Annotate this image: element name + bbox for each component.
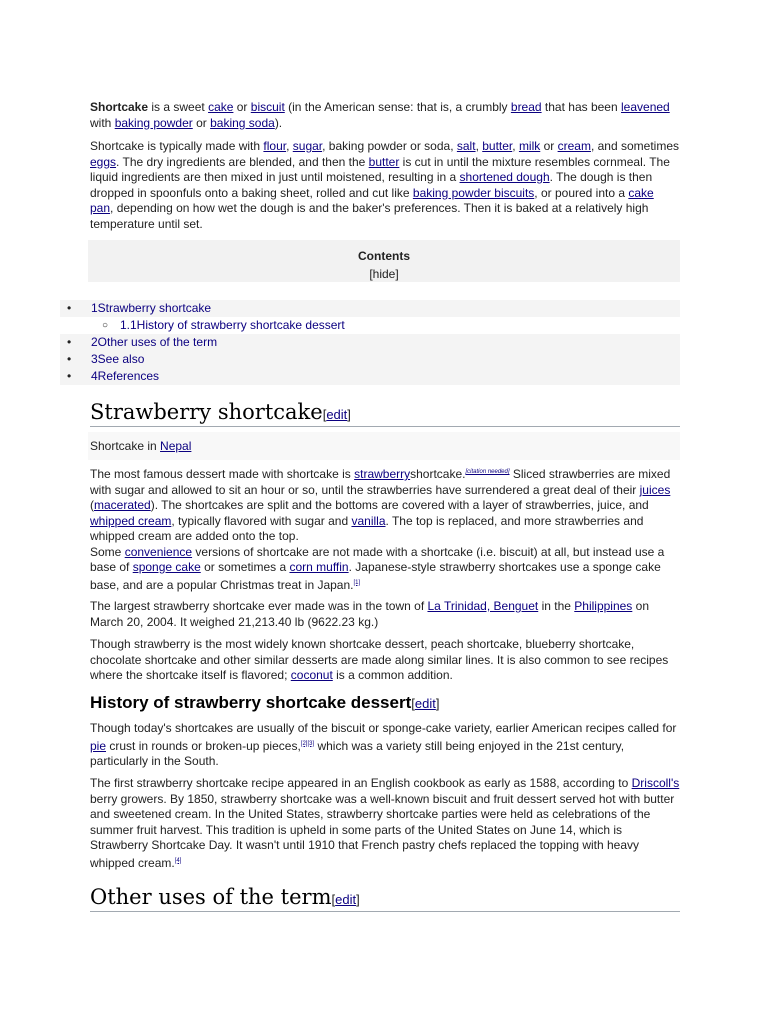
link-nepal[interactable]: Nepal [160,439,192,453]
link-sugar[interactable]: sugar [292,139,323,153]
caption-text: Shortcake in [90,439,161,453]
bracket: [ [411,696,415,711]
text: , [286,139,293,153]
toc-item-label: 1Strawberry shortcake [91,301,212,315]
text: in the [538,599,575,613]
text: on March 20, 2004. It weighed 21,213.40 lb (9622.23 kg.) [90,599,649,629]
image-caption [90,439,191,453]
text: , or poured into a [534,185,629,200]
circle-bullet-icon: ○ [102,320,109,331]
bullet-icon: • [67,352,72,366]
link-butter-2[interactable]: butter [368,154,400,169]
toc-item-history[interactable] [60,317,680,334]
text: versions of shortcake are not made with a shortcake (i.e. biscuit) at all, but instead use a base of [90,544,665,574]
text: is a sweet [148,100,209,114]
bracket: ] [347,407,351,422]
bracket: ] [356,892,360,907]
text: . The top is replaced, and more strawberries and whipped cream are added onto the top. [90,513,644,543]
bullet-icon: • [67,335,72,349]
section-heading-strawberry-shortcake [90,400,680,427]
intro-paragraph-2 [90,139,680,232]
text: The most famous dessert made with shortcake is [90,467,355,481]
text: , typically flavored with sugar and [171,513,352,528]
link-sponge-cake[interactable]: sponge cake [132,560,201,574]
text: Shortcake is typically made with [90,139,264,153]
text: Some [90,544,125,559]
text: is cut in until the mixture resembles cornmeal. The liquid ingredients are then mixed in just until moistened, resulting in a [90,154,670,184]
strawberry-paragraph-3 [90,637,680,684]
text: . The dough is then dropped in spoonfuls onto a baking sheet, rolled and cut like [90,170,653,200]
toc-item-label: 1.1History of strawberry shortcake dessert [120,318,345,332]
text: berry growers. By 1850, strawberry shortcake was a well-known biscuit and fruit dessert served hot with butter and sweetened cream. In the United States, strawberry shortcake parties were held as celebrations of the summer fruit harvest. This tradition is upheld in some parts of the United States on June 14, which is Strawberry Shortcake Day. It wasn't until 1910 that French pastry chefs replaced the topping with heavy whipped cream. [90,791,675,870]
link-corn-muffin[interactable]: corn muffin [289,560,349,574]
link-salt[interactable]: salt [456,139,476,153]
strawberry-paragraph-2 [90,599,680,630]
link-baking-powder[interactable]: baking powder [114,115,193,130]
citation-needed[interactable]: [citation needed] [465,469,510,475]
link-convenience[interactable]: convenience [124,544,193,559]
subsection-heading-history [90,693,680,713]
text: or [233,100,251,114]
toc-title: Contents [358,249,410,263]
toc-item-label: 4References [91,369,160,383]
text: . Japanese-style strawberry shortcakes use a sponge cake base, and are a popular Christmas treat in Japan. [90,560,661,592]
text: ). [274,115,283,130]
text: that has been [541,100,621,114]
text: crust in rounds or broken-up pieces, [106,738,301,753]
reference-2-3[interactable]: [2][3] [300,740,315,747]
link-pie[interactable]: pie [90,738,107,753]
link-cream[interactable]: cream [557,139,591,153]
toc-item-label: 2Other uses of the term [91,335,218,349]
link-bread[interactable]: bread [510,100,542,114]
toc-box [88,240,680,282]
text: , [512,139,519,153]
text: or [540,139,558,153]
link-strawberry[interactable]: strawberry [354,467,411,481]
toc-item-other-uses[interactable] [60,334,680,351]
text: , [475,139,483,153]
link-butter[interactable]: butter [482,139,513,153]
toc-list [60,300,680,385]
toc-item-label: 3See also [91,352,145,366]
history-paragraph-1 [90,721,680,770]
text: The largest strawberry shortcake ever made was in the town of [90,599,428,613]
link-whipped-cream[interactable]: whipped cream [90,513,172,528]
intro-paragraph-1 [90,100,680,131]
bracket: [ [322,407,327,422]
text: . The dry ingredients are blended, and then the [116,154,369,169]
text: ( [90,498,94,512]
link-driscolls[interactable]: Driscoll's [631,776,680,790]
text: , depending on how wet the dough is and the baker's preferences. Then it is baked at a relatively high temperature until set. [90,201,649,231]
bullet-icon: • [67,301,72,315]
link-baking-powder-biscuits[interactable]: baking powder biscuits [412,185,535,200]
toc-item-strawberry-shortcake[interactable] [60,300,680,317]
text: or sometimes a [200,560,290,574]
text: The first strawberry shortcake recipe appeared in an English cookbook as early as 1588, according to [90,776,632,790]
bullet-icon: • [67,369,72,383]
strawberry-paragraph-1 [90,465,680,593]
edit-link[interactable]: edit [414,696,436,711]
text: is a common addition. [332,668,453,682]
edit-link[interactable]: edit [335,892,357,907]
link-philippines[interactable]: Philippines [574,599,633,613]
edit-section-link [411,696,439,711]
bracket: [ [331,892,336,907]
text: (in the American sense: that is, a crumbly [284,100,511,114]
link-baking-soda[interactable]: baking soda [210,115,275,130]
link-juices[interactable]: juices [639,482,671,497]
text: Though today's shortcakes are usually of the biscuit or sponge-cake variety, earlier American recipes called for [90,721,677,735]
text: Though strawberry is the most widely known shortcake dessert, peach shortcake, blueberry shortcake, chocolate shortcake and other similar desserts are made along similar lines. It is also common to see recipes where the shortcake itself is flavored; [90,637,669,682]
history-paragraph-2 [90,776,680,871]
text: , baking powder or soda, [322,139,457,153]
link-cake[interactable]: cake [208,100,234,114]
toc-item-see-also[interactable] [60,351,680,368]
link-biscuit[interactable]: biscuit [250,100,285,114]
edit-link[interactable]: edit [326,407,348,422]
link-shortened-dough[interactable]: shortened dough [459,170,550,184]
link-la-trinidad[interactable]: La Trinidad, Benguet [427,599,539,613]
reference-1[interactable]: [1] [353,579,361,586]
link-cake-pan[interactable]: cake pan [90,185,654,215]
link-coconut[interactable]: coconut [290,668,333,682]
link-vanilla[interactable]: vanilla [351,513,386,528]
text: which was a variety still being enjoyed in the 21st century, particularly in the South. [90,738,625,768]
reference-4[interactable]: [4] [174,857,182,864]
article-subject-bold: Shortcake [90,100,149,114]
text: ). The shortcakes are split and the bottoms are covered with a layer of strawberries, juice, and [150,498,649,512]
section-heading-other-uses [90,885,680,912]
text: or [192,115,211,130]
heading-text: History of strawberry shortcake dessert [90,693,412,712]
heading-text: Strawberry shortcake [90,400,323,424]
toc-hide-toggle[interactable]: [hide] [369,267,399,281]
toc-item-references[interactable] [60,368,680,385]
edit-section-link [331,892,359,907]
link-leavened[interactable]: leavened [621,100,670,114]
link-eggs[interactable]: eggs [90,154,117,169]
bracket: ] [435,696,440,711]
text: , and sometimes [590,139,679,153]
text: Sliced strawberries are mixed with sugar and allowed to sit an hour or so, until the strawberries have surrendered a great deal of their [90,467,671,497]
link-milk[interactable]: milk [518,139,541,153]
edit-section-link [323,407,351,422]
link-macerated[interactable]: macerated [94,498,151,512]
link-flour[interactable]: flour [263,139,287,153]
text: shortcake. [410,467,466,481]
text: with [90,115,115,130]
heading-text: Other uses of the term [90,885,332,909]
